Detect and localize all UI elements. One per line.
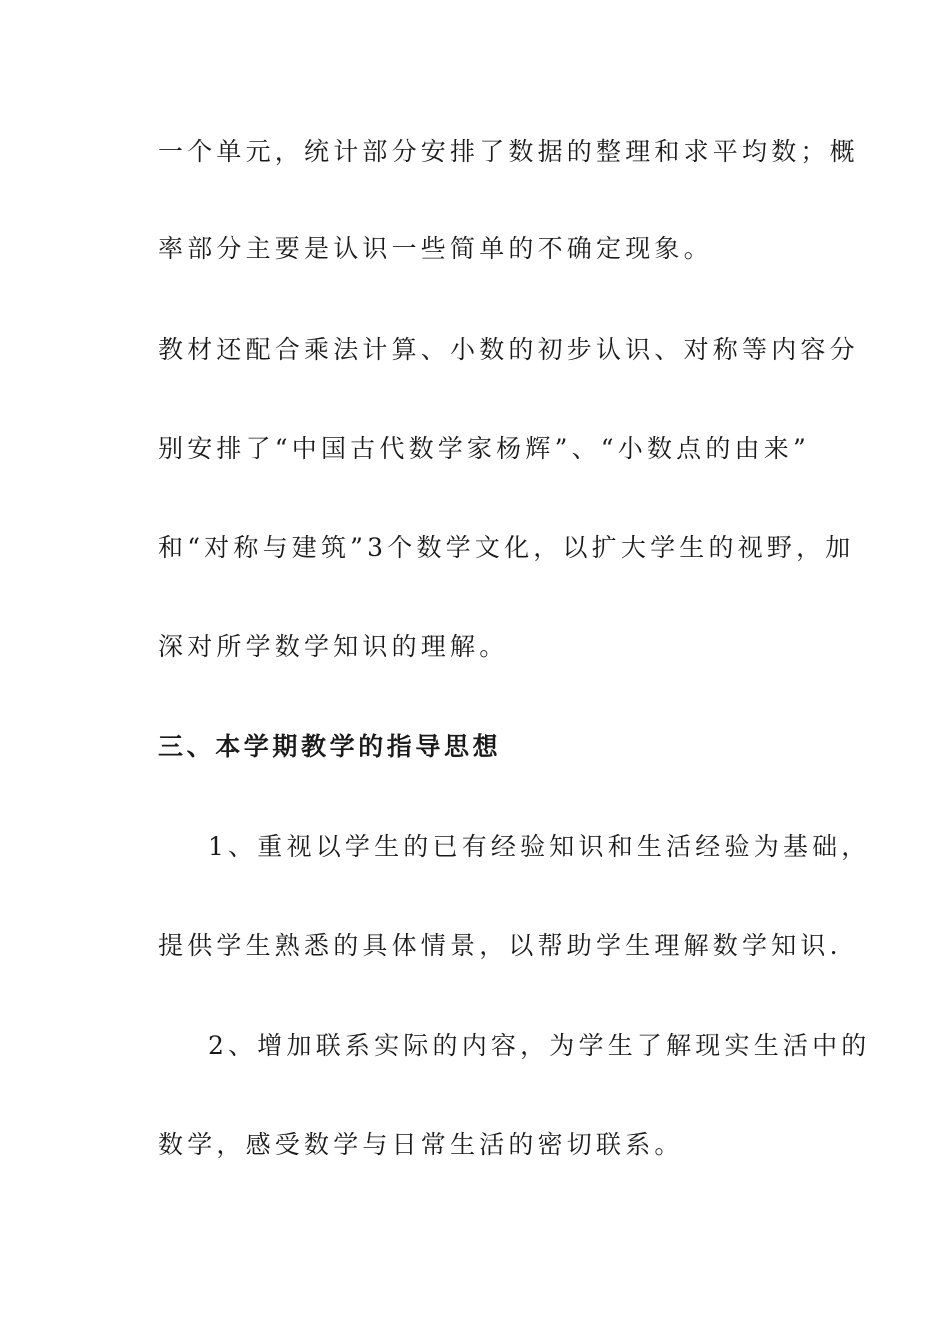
paragraph-line: 深对所学数学知识的理解。 <box>158 632 509 661</box>
point-1-first-line: 1、重视以学生的已有经验知识和生活经验为基础， <box>208 832 871 861</box>
point-1-continuation: 提供学生熟悉的具体情景，以帮助学生理解数学知识. <box>158 931 842 960</box>
paragraph-line: 和“对称与建筑”3个数学文化，以扩大学生的视野，加 <box>158 533 855 562</box>
section-heading: 三、本学期教学的指导思想 <box>158 732 502 761</box>
point-2-first-line: 2、增加联系实际的内容，为学生了解现实生活中的 <box>208 1031 871 1060</box>
point-2-continuation: 数学，感受数学与日常生活的密切联系。 <box>158 1130 684 1159</box>
paragraph-line: 别安排了“中国古代数学家杨辉”、“小数点的由来” <box>158 434 810 463</box>
paragraph-line: 一个单元，统计部分安排了数据的整理和求平均数；概 <box>158 137 859 166</box>
paragraph-line: 教材还配合乘法计算、小数的初步认识、对称等内容分 <box>158 335 859 364</box>
paragraph-line: 率部分主要是认识一些简单的不确定现象。 <box>158 234 713 263</box>
